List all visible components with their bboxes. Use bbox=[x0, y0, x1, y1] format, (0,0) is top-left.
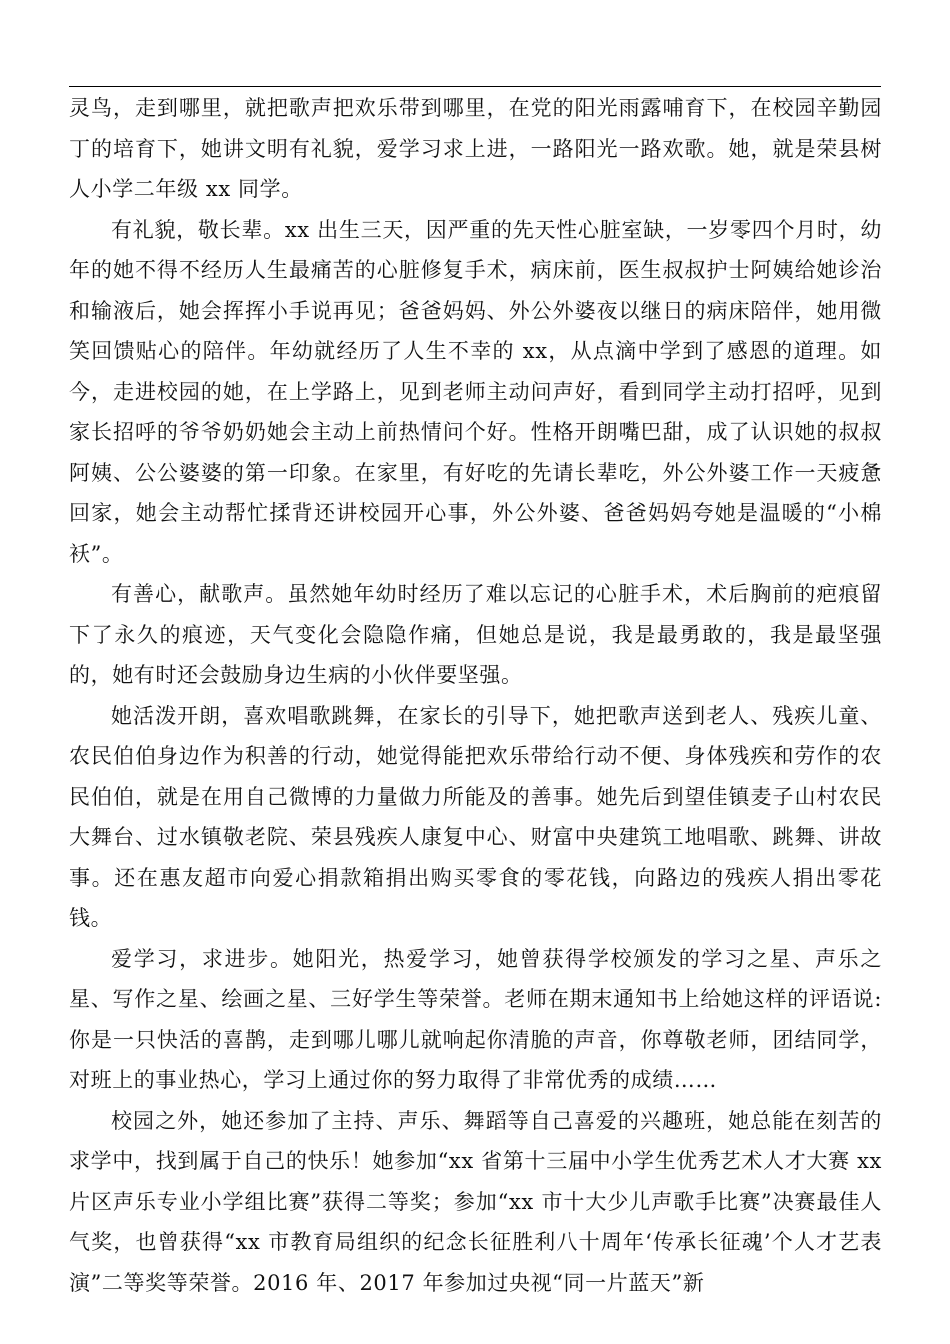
paragraph-continued-intro: 灵鸟，走到哪里，就把歌声把欢乐带到哪里，在党的阳光雨露哺育下，在校园辛勤园丁的培育下，她讲文明有礼貌，爱学习求上进，一路阳光一路欢歌。她，就是荣县树人小学二年级 xx 同学。 bbox=[69, 96, 882, 201]
paragraph-singing-charity: 她活泼开朗，喜欢唱歌跳舞，在家长的引导下，她把歌声送到老人、残疾儿童、农民伯伯身边作为积善的行动，她觉得能把欢乐带给行动不便、身体残疾和劳作的农民伯伯，就是在用自己微博的力量做力所能及的善事。她先后到望佳镇麦子山村农民大舞台、过水镇敬老院、荣县残疾人康复中心、财富中央建筑工地唱歌、跳舞、讲故事。还在惠友超市向爱心捐款箱捐出购买零食的零花钱，向路边的残疾人捐出零花钱。 bbox=[69, 703, 882, 930]
paragraph-study: 爱学习，求进步。她阳光，热爱学习，她曾获得学校颁发的学习之星、声乐之星、写作之星、绘画之星、三好学生等荣誉。老师在期末通知书上给她这样的评语说:你是一只快活的喜鹊，走到哪儿哪儿就响起你清脆的声音，你尊敬老师，团结同学，对班上的事业热心，学习上通过你的努力取得了非常优秀的成绩…… bbox=[69, 946, 882, 1092]
paragraph-kindness: 有善心，献歌声。虽然她年幼时经历了难以忘记的心脏手术，术后胸前的疤痕留下了永久的痕迹，天气变化会隐隐作痛，但她总是说，我是最勇敢的，我是最坚强的，她有时还会鼓励身边生病的小伙伴要坚强。 bbox=[69, 582, 882, 687]
document-body bbox=[69, 88, 890, 1303]
header-rule-divider bbox=[69, 86, 881, 87]
paragraph-politeness: 有礼貌，敬长辈。xx 出生三天，因严重的先天性心脏室缺，一岁零四个月时，幼年的她不得不经历人生最痛苦的心脏修复手术，病床前，医生叔叔护士阿姨给她诊治和输液后，她会挥挥小手说再见；爸爸妈妈、外公外婆夜以继日的病床陪伴，她用微笑回馈贴心的陪伴。年幼就经历了人生不幸的 xx，从点滴中学到了感恩的道理。如今，走进校园的她，在上学路上，见到老师主动问声好，看到同学主动打招呼，见到家长招呼的爷爷奶奶她会主动上前热情问个好。性格开朗嘴巴甜，成了认识她的叔叔阿姨、公公婆婆的第一印象。在家里，有好吃的先请长辈吃，外公外婆工作一天疲惫回家，她会主动帮忙揉背还讲校园开心事，外公外婆、爸爸妈妈夸她是温暖的“小棉袄”。 bbox=[69, 217, 882, 566]
paragraph-extracurricular: 校园之外，她还参加了主持、声乐、舞蹈等自己喜爱的兴趣班，她总能在刻苦的求学中，找到属于自己的快乐！她参加“xx 省第十三届中小学生优秀艺术人才大赛 xx 片区声乐专业小学组比赛”获得二等奖；参加“xx 市十大少儿声歌手比赛”决赛最佳人气奖，也曾获得“xx 市教育局组织的纪念长征胜利八十周年‘传承长征魂’个人才艺表演”二等奖等荣誉。2016 年、2017 年参加过央视“同一片蓝天”新 bbox=[69, 1108, 890, 1295]
